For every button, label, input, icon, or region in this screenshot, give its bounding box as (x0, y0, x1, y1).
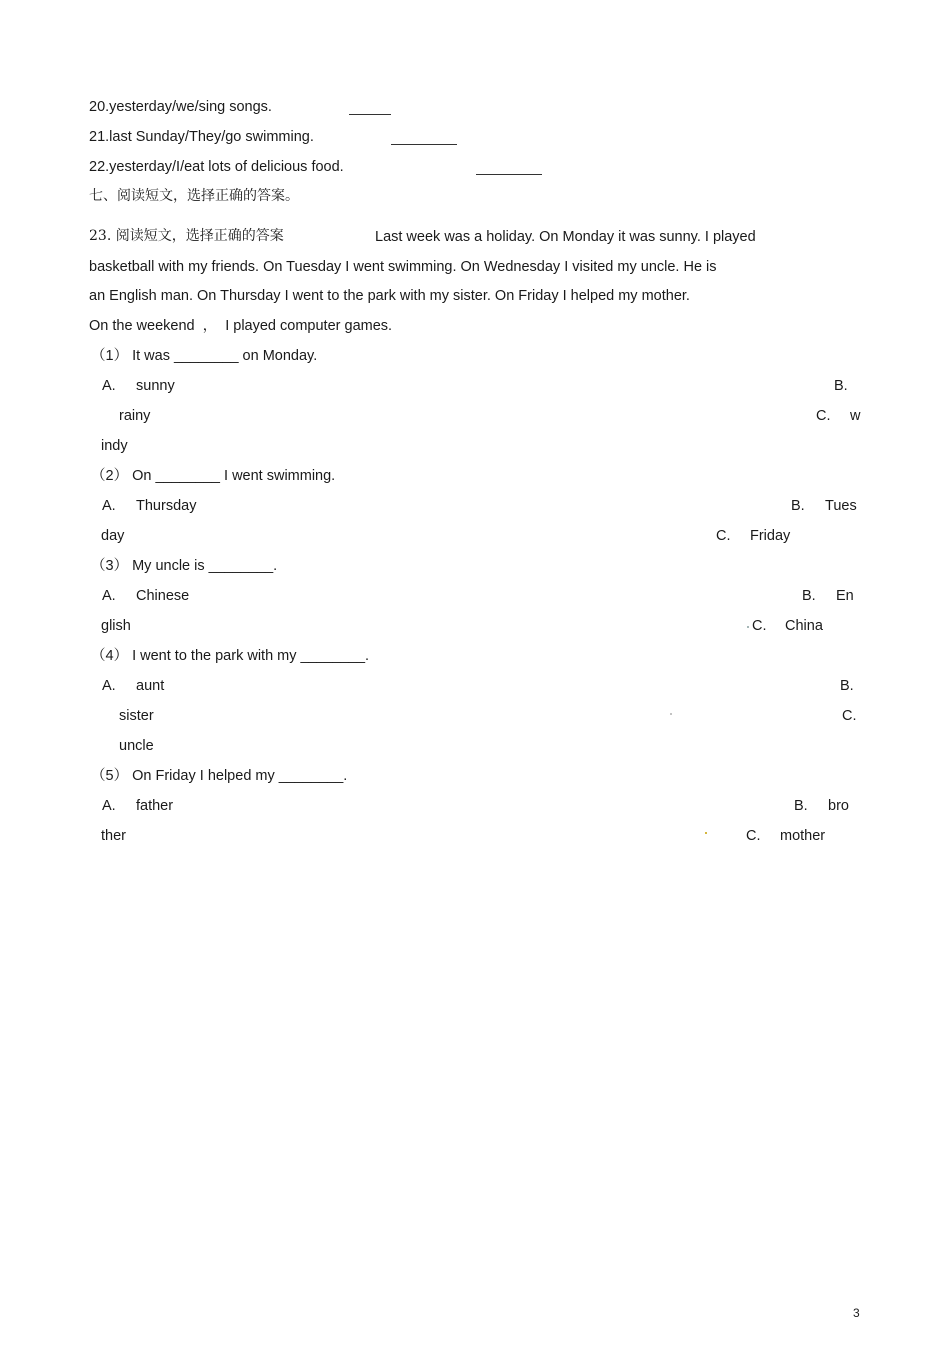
section-heading: 七、阅读短文，选择正确的答案。 (89, 188, 299, 204)
option-4c-text[interactable]: uncle (119, 738, 154, 754)
option-5c-letter[interactable]: C. (746, 828, 761, 844)
option-2b-text-end[interactable]: day (101, 528, 125, 544)
option-5b-text-start[interactable]: bro (828, 798, 849, 814)
speck-mark (747, 626, 749, 628)
option-1b-text[interactable]: rainy (119, 408, 151, 424)
option-3a-letter[interactable]: A. (102, 588, 116, 604)
option-3a-text[interactable]: Chinese (136, 588, 190, 604)
question-3-stem: （3） My uncle is ________. (91, 558, 278, 574)
option-3c-text[interactable]: China (785, 618, 823, 634)
option-3c-letter[interactable]: C. (752, 618, 767, 634)
question-5-stem: （5） On Friday I helped my ________. (91, 768, 348, 784)
option-1c-letter[interactable]: C. (816, 408, 831, 424)
passage-line-4: On the weekend ， I played computer games. (89, 318, 393, 334)
answer-blank-21[interactable] (391, 144, 457, 145)
option-4a-text[interactable]: aunt (136, 678, 165, 694)
option-1a-text[interactable]: sunny (136, 378, 175, 394)
option-3b-letter[interactable]: B. (802, 588, 816, 604)
option-5a-letter[interactable]: A. (102, 798, 116, 814)
option-4c-letter[interactable]: C. (842, 708, 857, 724)
option-4b-text[interactable]: sister (119, 708, 154, 724)
answer-blank-20[interactable] (349, 114, 391, 115)
option-5a-text[interactable]: father (136, 798, 174, 814)
exercise-21: 21.last Sunday/They/go swimming. (89, 129, 314, 145)
option-4b-letter[interactable]: B. (840, 678, 854, 694)
exercise-22: 22.yesterday/I/eat lots of delicious food. (89, 159, 344, 175)
option-1b-letter[interactable]: B. (834, 378, 848, 394)
speck-mark (705, 832, 707, 834)
exercise-20: 20.yesterday/we/sing songs. (89, 99, 272, 115)
option-2c-text[interactable]: Friday (750, 528, 791, 544)
option-5b-letter[interactable]: B. (794, 798, 808, 814)
question-1-stem: （1） It was ________ on Monday. (91, 348, 318, 364)
passage-line-3: an English man. On Thursday I went to the park with my sister. On Friday I helped my mother. (89, 288, 690, 304)
answer-blank-22[interactable] (476, 174, 542, 175)
option-2c-letter[interactable]: C. (716, 528, 731, 544)
page-number: 3 (853, 1306, 860, 1320)
option-1c-text-start[interactable]: w (850, 408, 861, 424)
option-1c-text-end[interactable]: indy (101, 438, 128, 454)
option-2b-text-start[interactable]: Tues (825, 498, 857, 514)
speck-mark (670, 713, 672, 715)
option-4a-letter[interactable]: A. (102, 678, 116, 694)
option-5c-text[interactable]: mother (780, 828, 826, 844)
option-2a-letter[interactable]: A. (102, 498, 116, 514)
option-2a-text[interactable]: Thursday (136, 498, 197, 514)
question-4-stem: （4） I went to the park with my ________. (91, 648, 370, 664)
question-2-stem: （2） On ________ I went swimming. (91, 468, 336, 484)
passage-line-2: basketball with my friends. On Tuesday I went swimming. On Wednesday I visited my uncle. He is (89, 259, 717, 275)
option-5b-text-end[interactable]: ther (101, 828, 126, 844)
option-3b-text-start[interactable]: En (836, 588, 854, 604)
option-2b-letter[interactable]: B. (791, 498, 805, 514)
option-3b-text-end[interactable]: glish (101, 618, 131, 634)
option-1a-letter[interactable]: A. (102, 378, 116, 394)
question-23-label: 23. 阅读短文，选择正确的答案 (89, 228, 284, 244)
passage-line-1: Last week was a holiday. On Monday it was sunny. I played (375, 229, 756, 245)
